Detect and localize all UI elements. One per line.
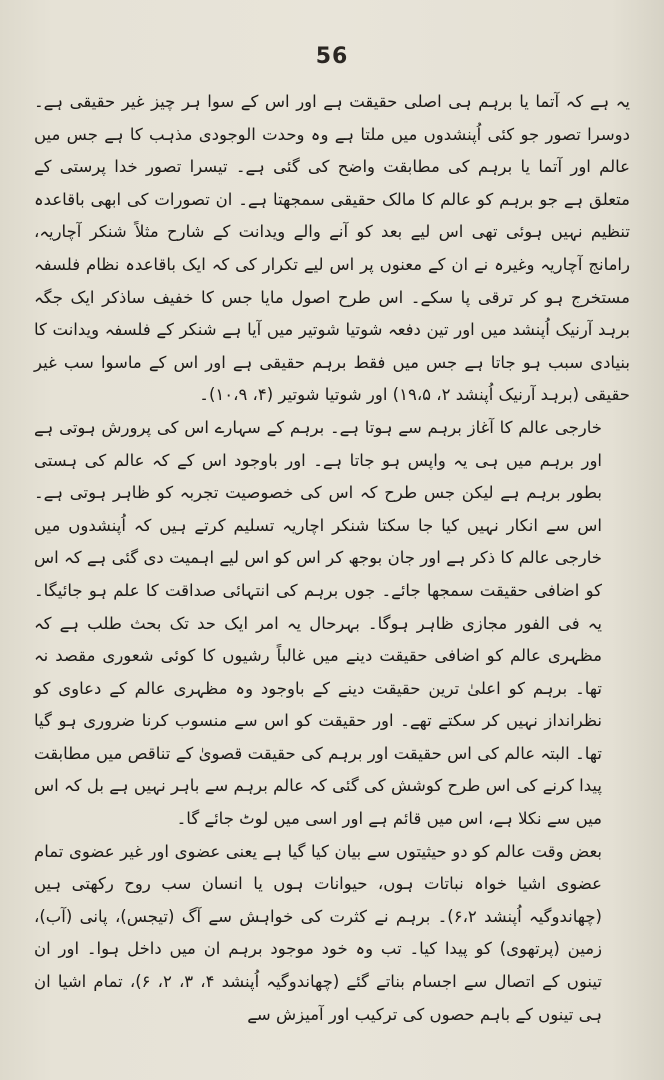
paragraph-3: بعض وقت عالم کو دو حیثیتوں سے بیان کیا گیا ہے یعنی عضوی اور غیر عضوی تمام عضوی اشیا خواہ نباتات ہوں، حیوانات ہوں یا انسان سب روح رکھتی ہیں (چھاندوگیہ اُپنشد ۶،۲)۔ برہم نے کثرت کی خواہش سے آگ (تیجس)، پانی (آب)، زمین (پرتھوی) کو پیدا کیا۔ تب وہ خود موجود برہم ان میں داخل ہوا۔ اور ان تینوں کے اتصال سے اجسام بناتے گئے (چھاندوگیہ اُپنشد ۴، ۳، ۲، ۶)، تمام اشیا ان ہی تینوں کے باہم حصوں کی ترکیب اور آمیزش سے — [34, 841, 602, 1024]
page-body — [34, 86, 630, 1031]
paragraph-2: خارجی عالم کا آغاز برہم سے ہوتا ہے۔ برہم کے سہارے اس کی پرورش ہوتی ہے اور برہم میں ہی یہ واپس ہو جاتا ہے۔ اور باوجود اس کے کہ عالم کی ہستی بطور برہم ہے لیکن جس طرح کہ اس کی خصوصیت تجربہ کو ظاہر ہوتی ہے۔ اس سے انکار نہیں کیا جا سکتا شنکر اچاریہ تسلیم کرتے ہیں کہ اُپنشدوں میں خارجی عالم کا ذکر ہے اور جان بوجھ کر اس کو اس لیے اہمیت دی گئی ہے کہ اس کو اضافی حقیقت سمجھا جائے۔ جوں برہم کی انتہائی صداقت کا علم ہو جائیگا۔ یہ فی الفور مجازی ظاہر ہوگا۔ بہرحال یہ امر ایک حد تک بحث طلب ہے کہ مظہری عالم کو اضافی حقیقت دینے میں غالباً رشیوں کا کوئی شعوری مقصد نہ تھا۔ برہم کو اعلیٰ ترین حقیقت دینے کے باوجود وہ مظہری عالم کے دعاوی کو نظرانداز نہیں کر سکتے تھے۔ اور حقیقت کو اس سے منسوب کرنا ضروری ہو گیا تھا۔ البتہ عالم کی اس حقیقت اور برہم کی حقیقت قصویٰ کے تناقص میں مطابقت پیدا کرنے کی اس طرح کوشش کی گئی کہ عالم برہم سے باہر نہیں ہے بل کہ اس میں سے نکلا ہے، اس میں قائم ہے اور اسی میں لوٹ جائے گا۔ — [34, 417, 602, 829]
paragraph-1: یہ ہے کہ آتما یا برہم ہی اصلی حقیقت ہے اور اس کے سوا ہر چیز غیر حقیقی ہے۔ دوسرا تصور جو کئی اُپنشدوں میں ملتا ہے وہ وحدت الوجودی مذہب کا ہے جس میں عالم اور آتما یا برہم کی مطابقت واضح کی گئی ہے۔ تیسرا تصور خدا پرستی کے متعلق ہے جو برہم کو عالم کا مالک حقیقی سمجھتا ہے۔ ان تصورات کی ابھی باقاعدہ تنظیم نہیں ہوئی تھی اس لیے بعد کو آنے والے ویدانت کے شارح مثلاً شنکر آچاریہ، رامانج آچاریہ وغیرہ نے ان کے معنوں پر اس لیے تکرار کی کہ ایک باقاعدہ نظام فلسفہ مستخرج ہو کر ترقی پا سکے۔ اس طرح اصول مایا جس کا خفیف ساذکر ایک جگہ برہد آرنیک اُپنشد میں اور تین دفعہ شوتیا شوتیر میں آیا ہے شنکر کے فلسفہ ویدانت کا بنیادی سبب ہو جاتا ہے جس میں فقط برہم حقیقی ہے اور اس کے ماسوا سب غیر حقیقی (برہد آرنیک اُپنشد ۲، ۱۹،۵) اور شوتیا شوتیر (۴، ۱۰،۹)۔ — [34, 92, 630, 405]
page-number: 56 — [315, 44, 349, 69]
